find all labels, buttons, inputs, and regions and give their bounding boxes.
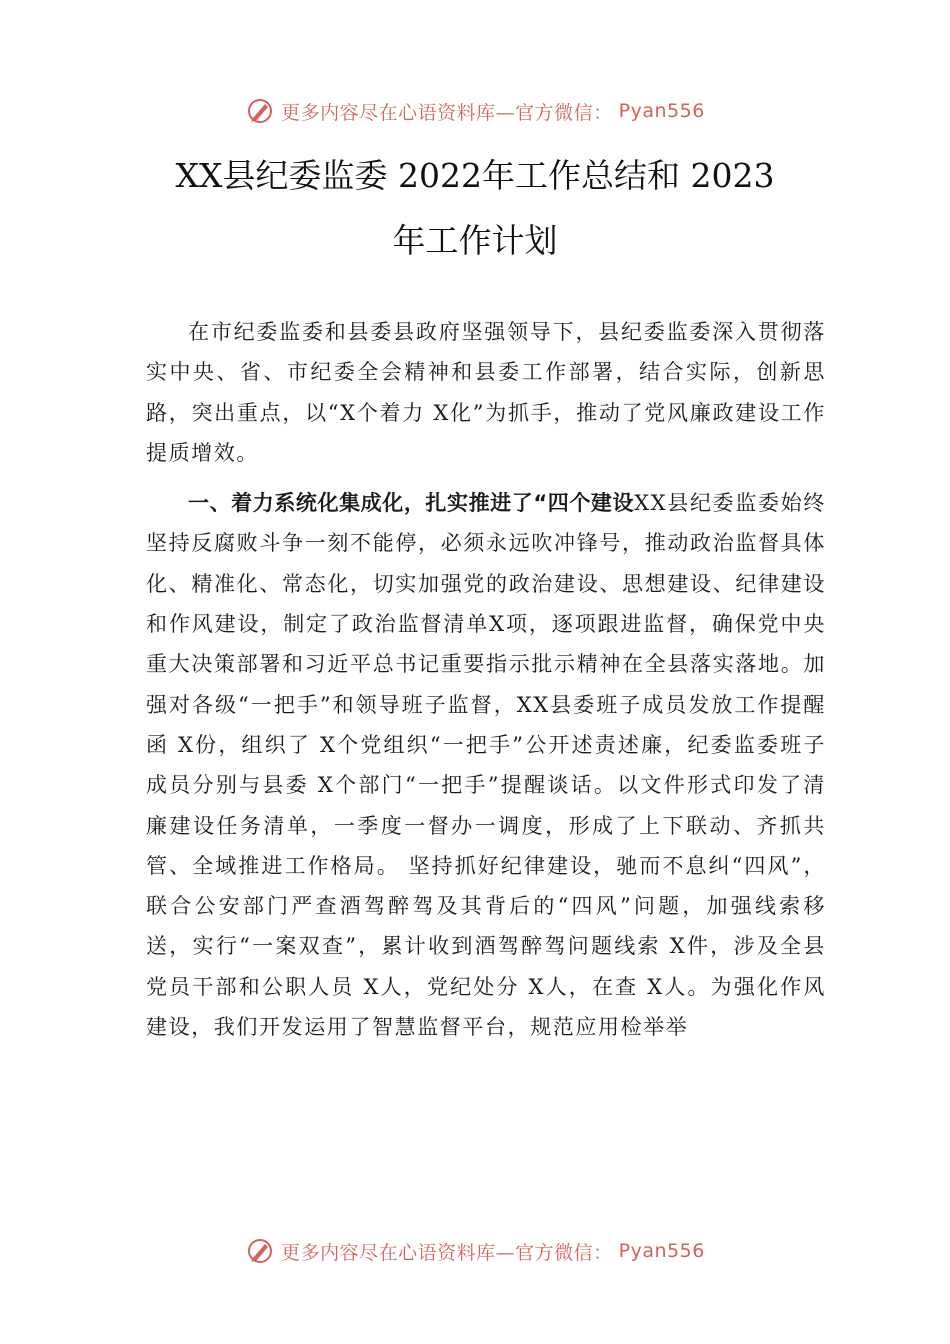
document-title-line-2: 年工作计划 bbox=[392, 221, 558, 260]
watermark-text: 更多内容尽在心语资料库—官方微信： bbox=[281, 101, 613, 124]
watermark-id: Pyan556 bbox=[618, 1240, 705, 1262]
pen-logo-icon bbox=[245, 96, 275, 126]
watermark-header bbox=[0, 96, 950, 126]
section-1-heading: 一、着力系统化集成化，扎实推进了“四个建设 bbox=[188, 491, 635, 516]
pen-logo-icon bbox=[245, 1236, 275, 1266]
intro-paragraph: 在市纪委监委和县委县政府坚强领导下，县纪委监委深入贯彻落实中央、省、市纪委全会精神和县委工作部署，结合实际，创新思路，突出重点，以“X个着力 X化”为抓手，推动了党风廉政建设工作提质增效。 bbox=[146, 320, 826, 465]
document-body bbox=[146, 312, 826, 1047]
document-title-line-1: XX县纪委监委 2022年工作总结和 2023 bbox=[175, 156, 775, 195]
section-1-body: XX县纪委监委始终坚持反腐败斗争一刻不能停，必须永远吹冲锋号，推动政治监督具体化、精准化、常态化，切实加强党的政治建设、思想建设、纪律建设和作风建设，制定了政治监督清单X项，逐项跟进监督，确保党中央重大决策部署和习近平总书记重要指示批示精神在全县落实落地。加强对各级“一把手”和领导班子监督，XX县委班子成员发放工作提醒函 X份，组织了 X个党组织“一把手”公开述责述廉，纪委监委班子成员分别与县委 X个部门“一把手”提醒谈话。以文件形式印发了清廉建设任务清单，一季度一督办一调度，形成了上下联动、齐抓共管、全域推进工作格局。 坚持抓好纪律建设，驰而不息纠“四风”，联合公安部门严查酒驾醉驾及其背后的“四风”问题，加强线索移送，实行“一案双查”，累计收到酒驾醉驾问题线索 X件，涉及全县党员干部和公职人员 X人，党纪处分 X人，在查 X人。为强化作风建设，我们开发运用了智慧监督平台，规范应用检举举 bbox=[146, 491, 826, 1040]
section-1-paragraph bbox=[146, 483, 826, 1047]
watermark-text: 更多内容尽在心语资料库—官方微信： bbox=[281, 1241, 613, 1264]
watermark-footer bbox=[0, 1236, 950, 1266]
watermark-id: Pyan556 bbox=[618, 100, 705, 122]
